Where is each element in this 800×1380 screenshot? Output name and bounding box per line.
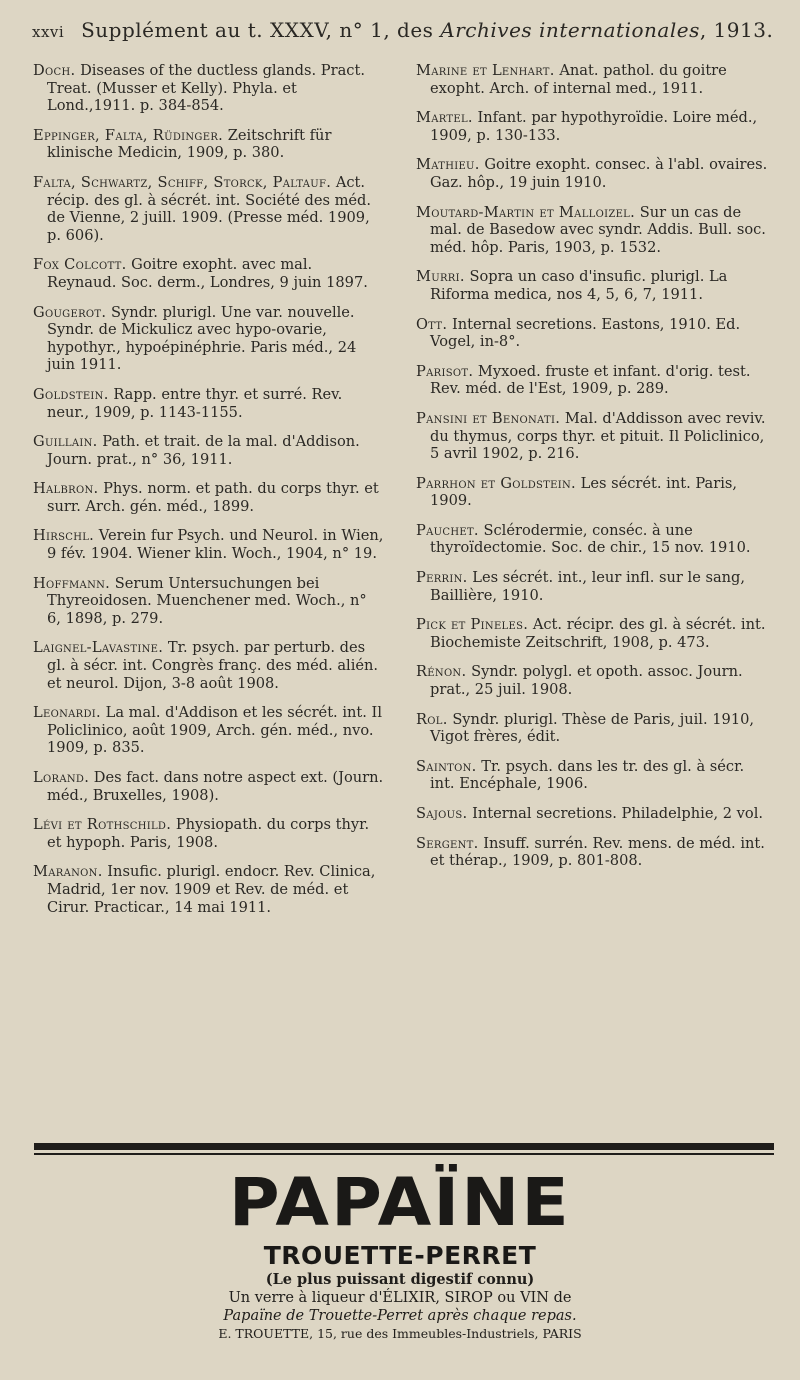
entry-text: Goitre exopht. avec mal. Reynaud. Soc. derm., Londres, 9 juin 1897. bbox=[47, 256, 368, 291]
entry-author: Lévi et Rothschild. bbox=[33, 816, 172, 834]
entry-text: Des fact. dans notre aspect ext. (Journ. méd., Bruxelles, 1908). bbox=[47, 769, 384, 804]
entry-author: Eppinger, Falta, Rüdinger. bbox=[33, 126, 224, 144]
bibliography-entry bbox=[33, 174, 385, 244]
entry-text: Syndr. plurigl. Une var. nouvelle. Syndr. de Mickulicz avec hypo-ovarie, hypothyr., hypoépinéphrie. Paris méd., 24 juin 1911. bbox=[47, 303, 357, 374]
entry-author: Hirschl. bbox=[33, 527, 95, 545]
entry-author: Rol. bbox=[416, 710, 448, 728]
bibliography-entry bbox=[33, 816, 385, 851]
entry-text: Path. et trait. de la mal. d'Addison. Journ. prat., n° 36, 1911. bbox=[47, 433, 360, 468]
entry-author: Doch. bbox=[33, 62, 76, 79]
bibliography-entry bbox=[416, 758, 771, 793]
bibliography-entry bbox=[33, 527, 385, 562]
bibliography-entry bbox=[416, 475, 771, 510]
entry-author: Maranon. bbox=[33, 863, 103, 881]
entry-text: Act. récipr. des gl. à sécrét. int. Biochemiste Zeitschrift, 1908, p. 473. bbox=[430, 616, 766, 651]
bibliography-entry bbox=[416, 204, 771, 257]
entry-author: Moutard-Martin et Malloizel. bbox=[416, 203, 636, 221]
entry-text: Syndr. plurigl. Thèse de Paris, juil. 1910, Vigot frères, édit. bbox=[430, 710, 755, 746]
bibliography-entry bbox=[33, 639, 385, 692]
ad-usage-line-2: Papaïne de Trouette-Perret après chaque repas. bbox=[223, 1308, 577, 1324]
entry-author: Parisot. bbox=[416, 362, 474, 380]
entry-author: Perrin. bbox=[416, 569, 468, 587]
ad-title: PAPAÏNE bbox=[229, 1164, 571, 1241]
bibliography-entry bbox=[416, 663, 771, 698]
entry-text: Internal secretions. Eastons, 1910. Ed. Vogel, in-8°. bbox=[430, 315, 741, 351]
entry-text: Myxoed. fruste et infant. d'orig. test. Rev. méd. de l'Est, 1909, p. 289. bbox=[430, 362, 751, 398]
entry-text: Zeitschrift für klinische Medicin, 1909, p. 380. bbox=[47, 126, 332, 162]
entry-author: Fox Colcott. bbox=[33, 256, 127, 274]
ad-usage-line: Un verre à liqueur d'ÉLIXIR, SIROP ou VIN de bbox=[228, 1290, 572, 1306]
entry-author: Martel. bbox=[416, 109, 473, 127]
bibliography-left-column bbox=[33, 62, 385, 928]
entry-author: Parrhon et Goldstein. bbox=[416, 474, 576, 492]
entry-author: Goldstein. bbox=[33, 385, 109, 403]
entry-author: Sainton. bbox=[416, 757, 477, 775]
entry-text: Rapp. entre thyr. et surré. Rev. neur., 1909, p. 1143-1155. bbox=[47, 385, 343, 421]
entry-author: Pansini et Benonati. bbox=[416, 409, 561, 427]
bibliography-entry bbox=[416, 268, 771, 303]
separator-rule-thin bbox=[34, 1153, 774, 1155]
bibliography-entry bbox=[416, 316, 771, 351]
entry-text: Tr. psych. par perturb. des gl. à sécr. int. Congrès franç. des méd. alién. et neurol. Dijon, 3-8 août 1908. bbox=[47, 639, 379, 692]
entry-text: Sopra un caso d'insufic. plurigl. La Riforma medica, nos 4, 5, 6, 7, 1911. bbox=[430, 268, 728, 303]
entry-author: Pauchet. bbox=[416, 521, 479, 539]
entry-text: Mal. d'Addisson avec reviv. du thymus, corps thyr. et pituit. Il Policlinico, 5 avril 1902, p. 216. bbox=[430, 409, 766, 463]
bibliography-entry bbox=[33, 769, 385, 804]
entry-author: Sajous. bbox=[416, 805, 468, 822]
entry-text: Internal secretions. Philadelphie, 2 vol. bbox=[472, 805, 764, 822]
entry-text: Diseases of the ductless glands. Pract. Treat. (Musser et Kelly). Phyla. et Lond.,1911. p. 384-854. bbox=[47, 62, 365, 115]
entry-text: Les sécrét. int., leur infl. sur le sang, Baillière, 1910. bbox=[430, 569, 746, 604]
entry-text: Serum Untersuchungen bei Thyreoidosen. Muenchener med. Woch., n° 6, 1898, p. 279. bbox=[47, 574, 367, 627]
bibliography-entry bbox=[416, 62, 771, 97]
header-journal-title: Archives internationales bbox=[440, 18, 700, 42]
entry-author: Falta, Schwartz, Schiff, Storck, Paltauf. bbox=[33, 173, 332, 191]
page-header bbox=[32, 18, 772, 42]
entry-text: Insuff. surrén. Rev. mens. de méd. int. et thérap., 1909, p. 801-808. bbox=[430, 834, 765, 870]
entry-author: Murri. bbox=[416, 268, 465, 286]
entry-author: Sergent. bbox=[416, 834, 479, 852]
entry-text: Sclérodermie, conséc. à une thyroïdectomie. Soc. de chir., 15 nov. 1910. bbox=[430, 521, 751, 557]
entry-author: Ott. bbox=[416, 315, 448, 333]
advertisement bbox=[0, 1165, 800, 1343]
ad-address: E. TROUETTE, 15, rue des Immeubles-Industriels, PARIS bbox=[218, 1326, 582, 1341]
bibliography-entry bbox=[416, 805, 771, 823]
bibliography-entry bbox=[33, 480, 385, 515]
bibliography-entry bbox=[33, 704, 385, 757]
entry-author: Gougerot. bbox=[33, 303, 107, 321]
entry-text: Infant. par hypothyroïdie. Loire méd., 1909, p. 130-133. bbox=[430, 109, 758, 144]
entry-text: Insufic. plurigl. endocr. Rev. Clinica, Madrid, 1er nov. 1909 et Rev. de méd. et Cirur. Practicar., 14 mai 1911. bbox=[47, 863, 376, 916]
entry-author: Laignel-Lavastine. bbox=[33, 639, 164, 657]
bibliography-entry bbox=[416, 569, 771, 604]
entry-text: La mal. d'Addison et les sécrét. int. Il Policlinico, août 1909, Arch. gén. méd., nvo. 1909, p. 835. bbox=[47, 704, 382, 757]
entry-author: Marine et Lenhart. bbox=[416, 62, 555, 79]
entry-author: Mathieu. bbox=[416, 156, 480, 174]
bibliography-entry bbox=[33, 433, 385, 468]
bibliography-right-column bbox=[416, 62, 771, 882]
entry-text: Phys. norm. et path. du corps thyr. et surr. Arch. gén. méd., 1899. bbox=[47, 480, 379, 515]
bibliography-entry bbox=[33, 127, 385, 162]
bibliography-entry bbox=[416, 711, 771, 746]
entry-text: Sur un cas de mal. de Basedow avec syndr. Addis. Bull. soc. méd. hôp. Paris, 1903, p. 1532. bbox=[430, 203, 766, 256]
bibliography-entry bbox=[33, 863, 385, 916]
entry-text: Tr. psych. dans les tr. des gl. à sécr. int. Encéphale, 1906. bbox=[430, 757, 745, 793]
bibliography-entry bbox=[33, 575, 385, 628]
ad-tagline: (Le plus puissant digestif connu) bbox=[265, 1271, 535, 1288]
bibliography-entry bbox=[416, 410, 771, 463]
entry-text: Les sécrét. int. Paris, 1909. bbox=[430, 474, 737, 510]
bibliography-entry bbox=[416, 109, 771, 144]
bibliography-entry bbox=[33, 304, 385, 374]
entry-author: Guillain. bbox=[33, 433, 98, 451]
separator-rule bbox=[34, 1143, 774, 1150]
entry-text: Anat. pathol. du goitre exopht. Arch. of internal med., 1911. bbox=[430, 62, 727, 97]
entry-text: Act. récip. des gl. à sécrét. int. Société des méd. de Vienne, 2 juill. 1909. (Presse méd. 1909, p. 606). bbox=[47, 173, 372, 244]
entry-text: Goitre exopht. consec. à l'abl. ovaires. Gaz. hôp., 19 juin 1910. bbox=[430, 156, 768, 191]
entry-author: Pick et Pineles. bbox=[416, 616, 529, 634]
bibliography-entry bbox=[416, 616, 771, 651]
header-text: Supplément au t. XXXV, n° 1, des bbox=[81, 18, 441, 42]
entry-text: Verein fur Psych. und Neurol. in Wien, 9 fév. 1904. Wiener klin. Woch., 1904, n° 19. bbox=[47, 527, 384, 563]
header-year: , 1913. bbox=[699, 18, 774, 42]
entry-author: Halbron. bbox=[33, 480, 99, 498]
entry-author: Lorand. bbox=[33, 769, 90, 786]
page-number: xxvi bbox=[32, 23, 65, 41]
bibliography-entry bbox=[416, 835, 771, 870]
bibliography-entry bbox=[33, 386, 385, 421]
bibliography-entry bbox=[33, 256, 385, 291]
bibliography-entry bbox=[416, 522, 771, 557]
entry-author: Rénon. bbox=[416, 663, 467, 681]
bibliography-entry bbox=[33, 62, 385, 115]
entry-text: Physiopath. du corps thyr. et hypoph. Paris, 1908. bbox=[47, 816, 370, 851]
entry-text: Syndr. polygl. et opoth. assoc. Journ. prat., 25 juil. 1908. bbox=[430, 663, 743, 699]
ad-subtitle: TROUETTE-PERRET bbox=[263, 1241, 537, 1270]
entry-author: Leonardi. bbox=[33, 704, 101, 722]
bibliography-entry bbox=[416, 363, 771, 398]
bibliography-entry bbox=[416, 156, 771, 191]
entry-author: Hoffmann. bbox=[33, 574, 111, 592]
